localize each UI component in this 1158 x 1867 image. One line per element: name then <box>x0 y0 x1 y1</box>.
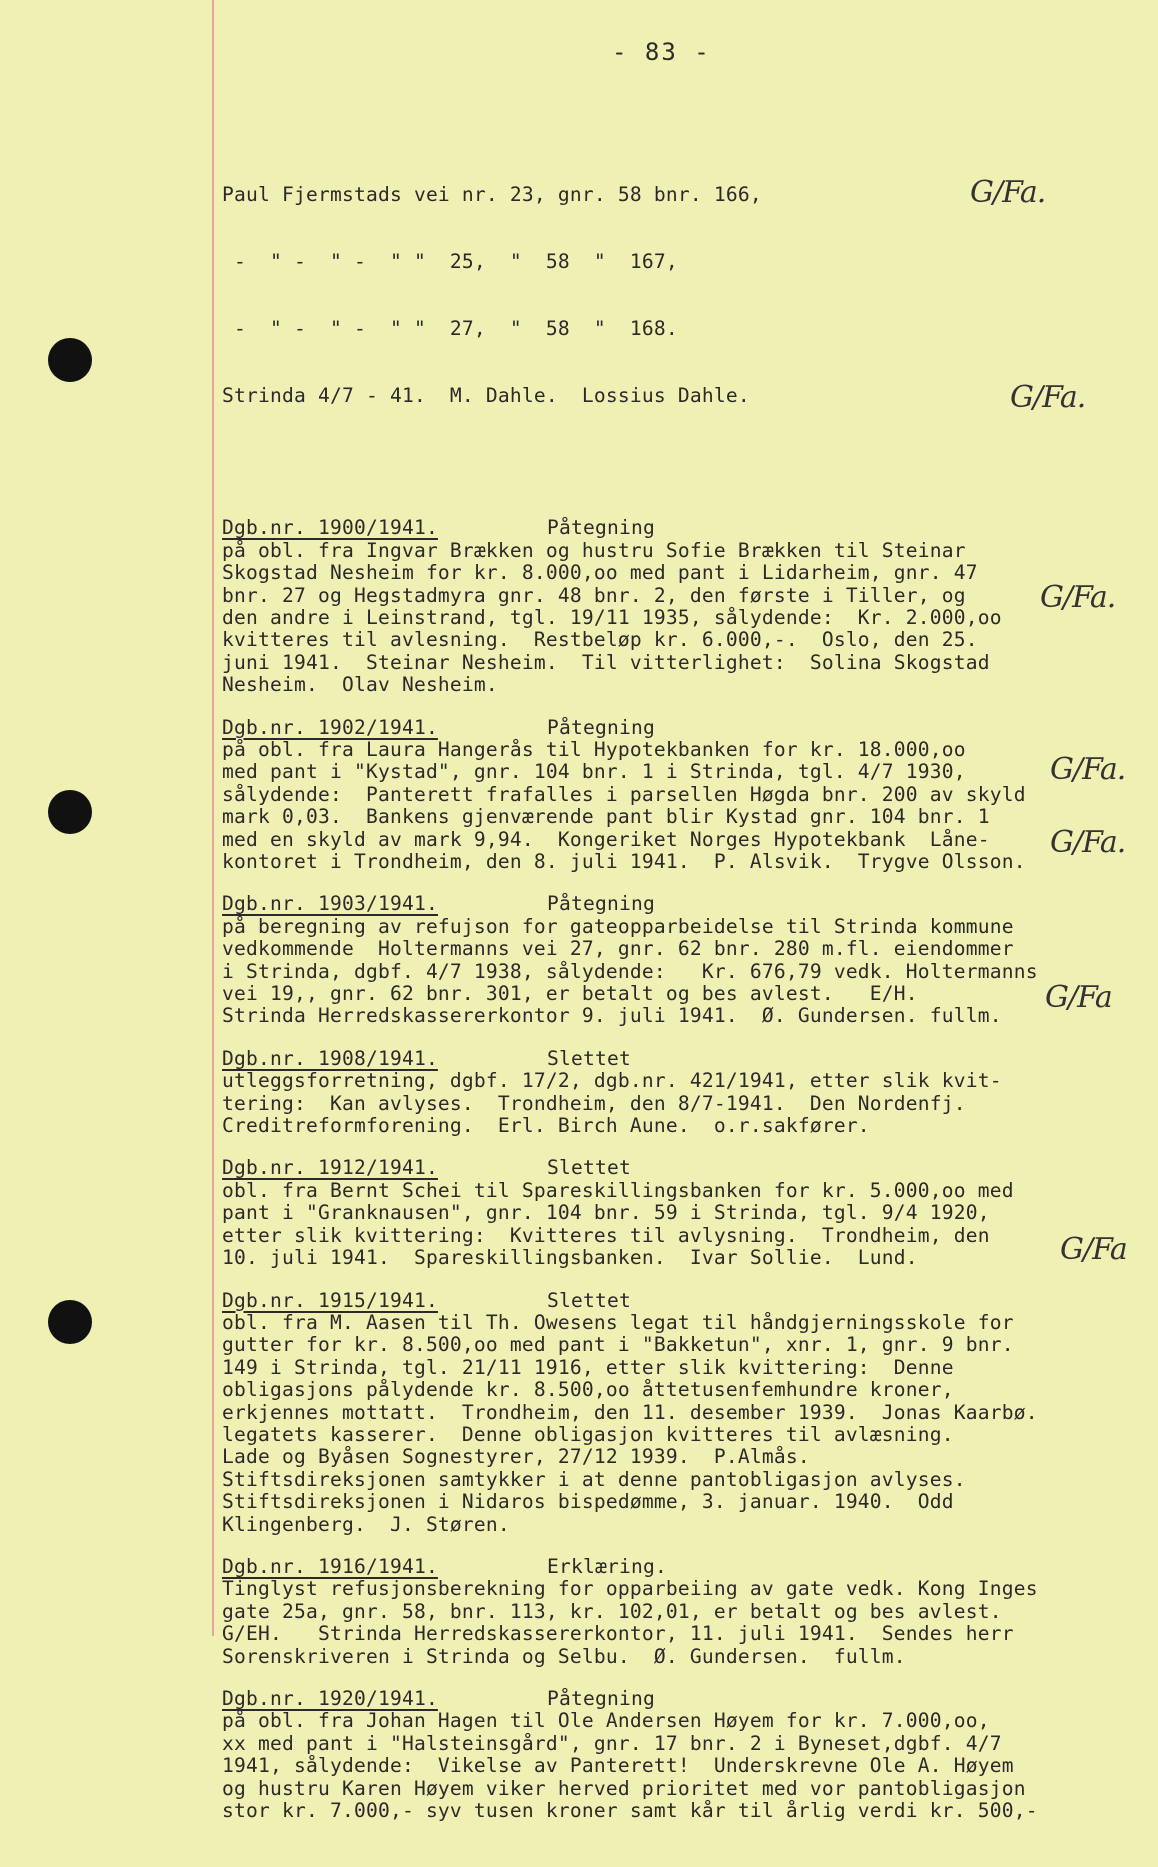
entry-header <box>222 517 1144 539</box>
text-line: på obl. fra Ingvar Brækken og hustru Sofie Brækken til Steinar <box>222 538 966 562</box>
entry-header <box>222 1290 1144 1312</box>
text-line: tering: Kan avlyses. Trondheim, den 8/7-1941. Den Nordenfj. <box>222 1091 966 1115</box>
punch-hole <box>48 338 92 382</box>
text-line: gutter for kr. 8.500,oo med pant i "Bakketun", xnr. 1, gnr. 9 bnr. <box>222 1333 1014 1357</box>
margin-annotation: G/Fa. <box>1050 825 1126 860</box>
entry-number: Dgb.nr. 1915/1941. <box>222 1288 438 1312</box>
entry-block <box>222 1556 1144 1668</box>
text-line: obl. fra M. Aasen til Th. Owesens legat til håndgjerningsskole for <box>222 1310 1014 1334</box>
entries-list <box>222 517 1144 1822</box>
text-line: Nesheim. Olav Nesheim. <box>222 673 498 697</box>
text-line: 1941, sålydende: Vikelse av Panterett! Underskrevne Ole A. Høyem <box>222 1754 1014 1778</box>
entry-number: Dgb.nr. 1903/1941. <box>222 892 438 916</box>
entry-number: Dgb.nr. 1900/1941. <box>222 516 438 540</box>
entry-block <box>222 1290 1144 1536</box>
text-line: - " - " - " " 25, " 58 " 167, <box>222 249 678 273</box>
text-line: xx med pant i "Halsteinsgård", gnr. 17 bnr. 2 i Byneset,dgbf. 4/7 <box>222 1731 1002 1755</box>
text-line: Lade og Byåsen Sognestyrer, 27/12 1939. P.Almås. <box>222 1445 810 1469</box>
entry-type: Slettet <box>547 1288 631 1312</box>
entry-header <box>222 1556 1144 1578</box>
entry-type: Påtegning <box>547 516 655 540</box>
text-line: erkjennes mottatt. Trondheim, den 11. desember 1939. Jonas Kaarbø. <box>222 1400 1038 1424</box>
entry-block <box>222 717 1144 874</box>
text-line: Skogstad Nesheim for kr. 8.000,oo med pant i Lidarheim, gnr. 47 <box>222 561 978 585</box>
text-line: på obl. fra Johan Hagen til Ole Andersen Høyem for kr. 7.000,oo, <box>222 1709 990 1733</box>
entry-type: Slettet <box>547 1156 631 1180</box>
entry-type: Påtegning <box>547 892 655 916</box>
margin-line <box>212 0 214 1636</box>
text-line: legatets kasserer. Denne obligasjon kvitteres til avlæsning. <box>222 1422 954 1446</box>
entry-number: Dgb.nr. 1912/1941. <box>222 1156 438 1180</box>
text-line: G/EH. Strinda Herredskassererkontor, 11. juli 1941. Sendes herr <box>222 1622 1014 1646</box>
text-line: Stiftsdireksjonen samtykker i at denne pantobligasjon avlyses. <box>222 1467 966 1491</box>
text-line: stor kr. 7.000,- syv tusen kroner samt kår til årlig verdi kr. 500,- <box>222 1799 1038 1823</box>
text-line: på obl. fra Laura Hangerås til Hypotekbanken for kr. 18.000,oo <box>222 737 966 761</box>
text-line: 10. juli 1941. Spareskillingsbanken. Ivar Sollie. Lund. <box>222 1246 918 1270</box>
text-line: juni 1941. Steinar Nesheim. Til vitterlighet: Solina Skogstad <box>222 650 990 674</box>
text-line: vedkommende Holtermanns vei 27, gnr. 62 bnr. 280 m.fl. eiendommer <box>222 937 1014 961</box>
entry-type: Slettet <box>547 1046 631 1070</box>
text-line: mark 0,03. Bankens gjenværende pant blir Kystad gnr. 104 bnr. 1 <box>222 805 990 829</box>
text-line: Sorenskriveren i Strinda og Selbu. Ø. Gundersen. fullm. <box>222 1644 906 1668</box>
text-line: bnr. 27 og Hegstadmyra gnr. 48 bnr. 2, den første i Tiller, og <box>222 583 966 607</box>
text-line: - " - " - " " 27, " 58 " 168. <box>222 317 678 341</box>
text-line: Strinda 4/7 - 41. M. Dahle. Lossius Dahle. <box>222 384 750 408</box>
entry-type: Påtegning <box>547 715 655 739</box>
entry-header <box>222 1688 1144 1710</box>
text-line: gate 25a, gnr. 58, bnr. 113, kr. 102,01, er betalt og bes avlest. <box>222 1599 1002 1623</box>
entry-block <box>222 1688 1144 1822</box>
text-line: obl. fra Bernt Schei til Spareskillingsbanken for kr. 5.000,oo med <box>222 1178 1014 1202</box>
text-line: i Strinda, dgbf. 4/7 1938, sålydende: Kr. 676,79 vedk. Holtermanns <box>222 959 1038 983</box>
punch-hole <box>48 790 92 834</box>
entry-block <box>222 1157 1144 1269</box>
text-line: med pant i "Kystad", gnr. 104 bnr. 1 i Strinda, tgl. 4/7 1930, <box>222 760 966 784</box>
margin-annotation: G/Fa. <box>970 175 1046 210</box>
text-line: obligasjons pålydende kr. 8.500,oo åttetusenfemhundre kroner, <box>222 1378 954 1402</box>
margin-annotation: G/Fa. <box>1040 580 1116 615</box>
text-line: og hustru Karen Høyem viker herved prioritet med vor pantobligasjon <box>222 1776 1026 1800</box>
punch-hole <box>48 1300 92 1344</box>
margin-annotation: G/Fa. <box>1050 752 1126 787</box>
entry-block <box>222 517 1144 696</box>
text-line: den andre i Leinstrand, tgl. 19/11 1935, sålydende: Kr. 2.000,oo <box>222 605 1002 629</box>
entry-header <box>222 717 1144 739</box>
text-line: kvitteres til avlesning. Restbeløp kr. 6.000,-. Oslo, den 25. <box>222 628 978 652</box>
text-line: sålydende: Panterett frafalles i parsellen Høgda bnr. 200 av skyld <box>222 782 1026 806</box>
entry-number: Dgb.nr. 1902/1941. <box>222 715 438 739</box>
text-line: 149 i Strinda, tgl. 21/11 1916, etter slik kvittering: Denne <box>222 1355 954 1379</box>
margin-annotation: G/Fa. <box>1010 380 1086 415</box>
entry-number: Dgb.nr. 1916/1941. <box>222 1554 438 1578</box>
page-number: - 83 - <box>612 38 711 66</box>
entry-type: Påtegning <box>547 1687 655 1710</box>
entry-block <box>222 893 1144 1027</box>
text-line: Tinglyst refusjonsberekning for opparbeiing av gate vedk. Kong Inges <box>222 1577 1038 1601</box>
text-line: Strinda Herredskassererkontor 9. juli 1941. Ø. Gundersen. fullm. <box>222 1004 1002 1028</box>
text-line: vei 19,, gnr. 62 bnr. 301, er betalt og bes avlest. E/H. <box>222 982 918 1006</box>
entry-header <box>222 893 1144 915</box>
entry-number: Dgb.nr. 1920/1941. <box>222 1687 438 1710</box>
text-line: på beregning av refujson for gateopparbeidelse til Strinda kommune <box>222 914 1014 938</box>
entry-header <box>222 1048 1144 1070</box>
text-line: etter slik kvittering: Kvitteres til avlysning. Trondheim, den <box>222 1223 990 1247</box>
text-line: kontoret i Trondheim, den 8. juli 1941. P. Alsvik. Trygve Olsson. <box>222 850 1026 873</box>
margin-annotation: G/Fa <box>1060 1232 1127 1267</box>
entry-number: Dgb.nr. 1908/1941. <box>222 1046 438 1070</box>
text-line: Creditreformforening. Erl. Birch Aune. o.r.sakfører. <box>222 1114 870 1138</box>
text-line: pant i "Granknausen", gnr. 104 bnr. 59 i Strinda, tgl. 9/4 1920, <box>222 1201 990 1225</box>
entry-block <box>222 1048 1144 1138</box>
document-text <box>222 94 1144 1867</box>
text-line: Stiftsdireksjonen i Nidaros bispedømme, 3. januar. 1940. Odd <box>222 1490 954 1514</box>
text-line: Klingenberg. J. Støren. <box>222 1512 510 1536</box>
entry-header <box>222 1157 1144 1179</box>
text-line: utleggsforretning, dgbf. 17/2, dgb.nr. 421/1941, etter slik kvit- <box>222 1069 1002 1093</box>
text-line: Paul Fjermstads vei nr. 23, gnr. 58 bnr. 166, <box>222 182 762 206</box>
entry-type: Erklæring. <box>547 1554 667 1578</box>
text-line: med en skyld av mark 9,94. Kongeriket Norges Hypotekbank Låne- <box>222 827 990 851</box>
margin-annotation: G/Fa <box>1045 980 1112 1015</box>
